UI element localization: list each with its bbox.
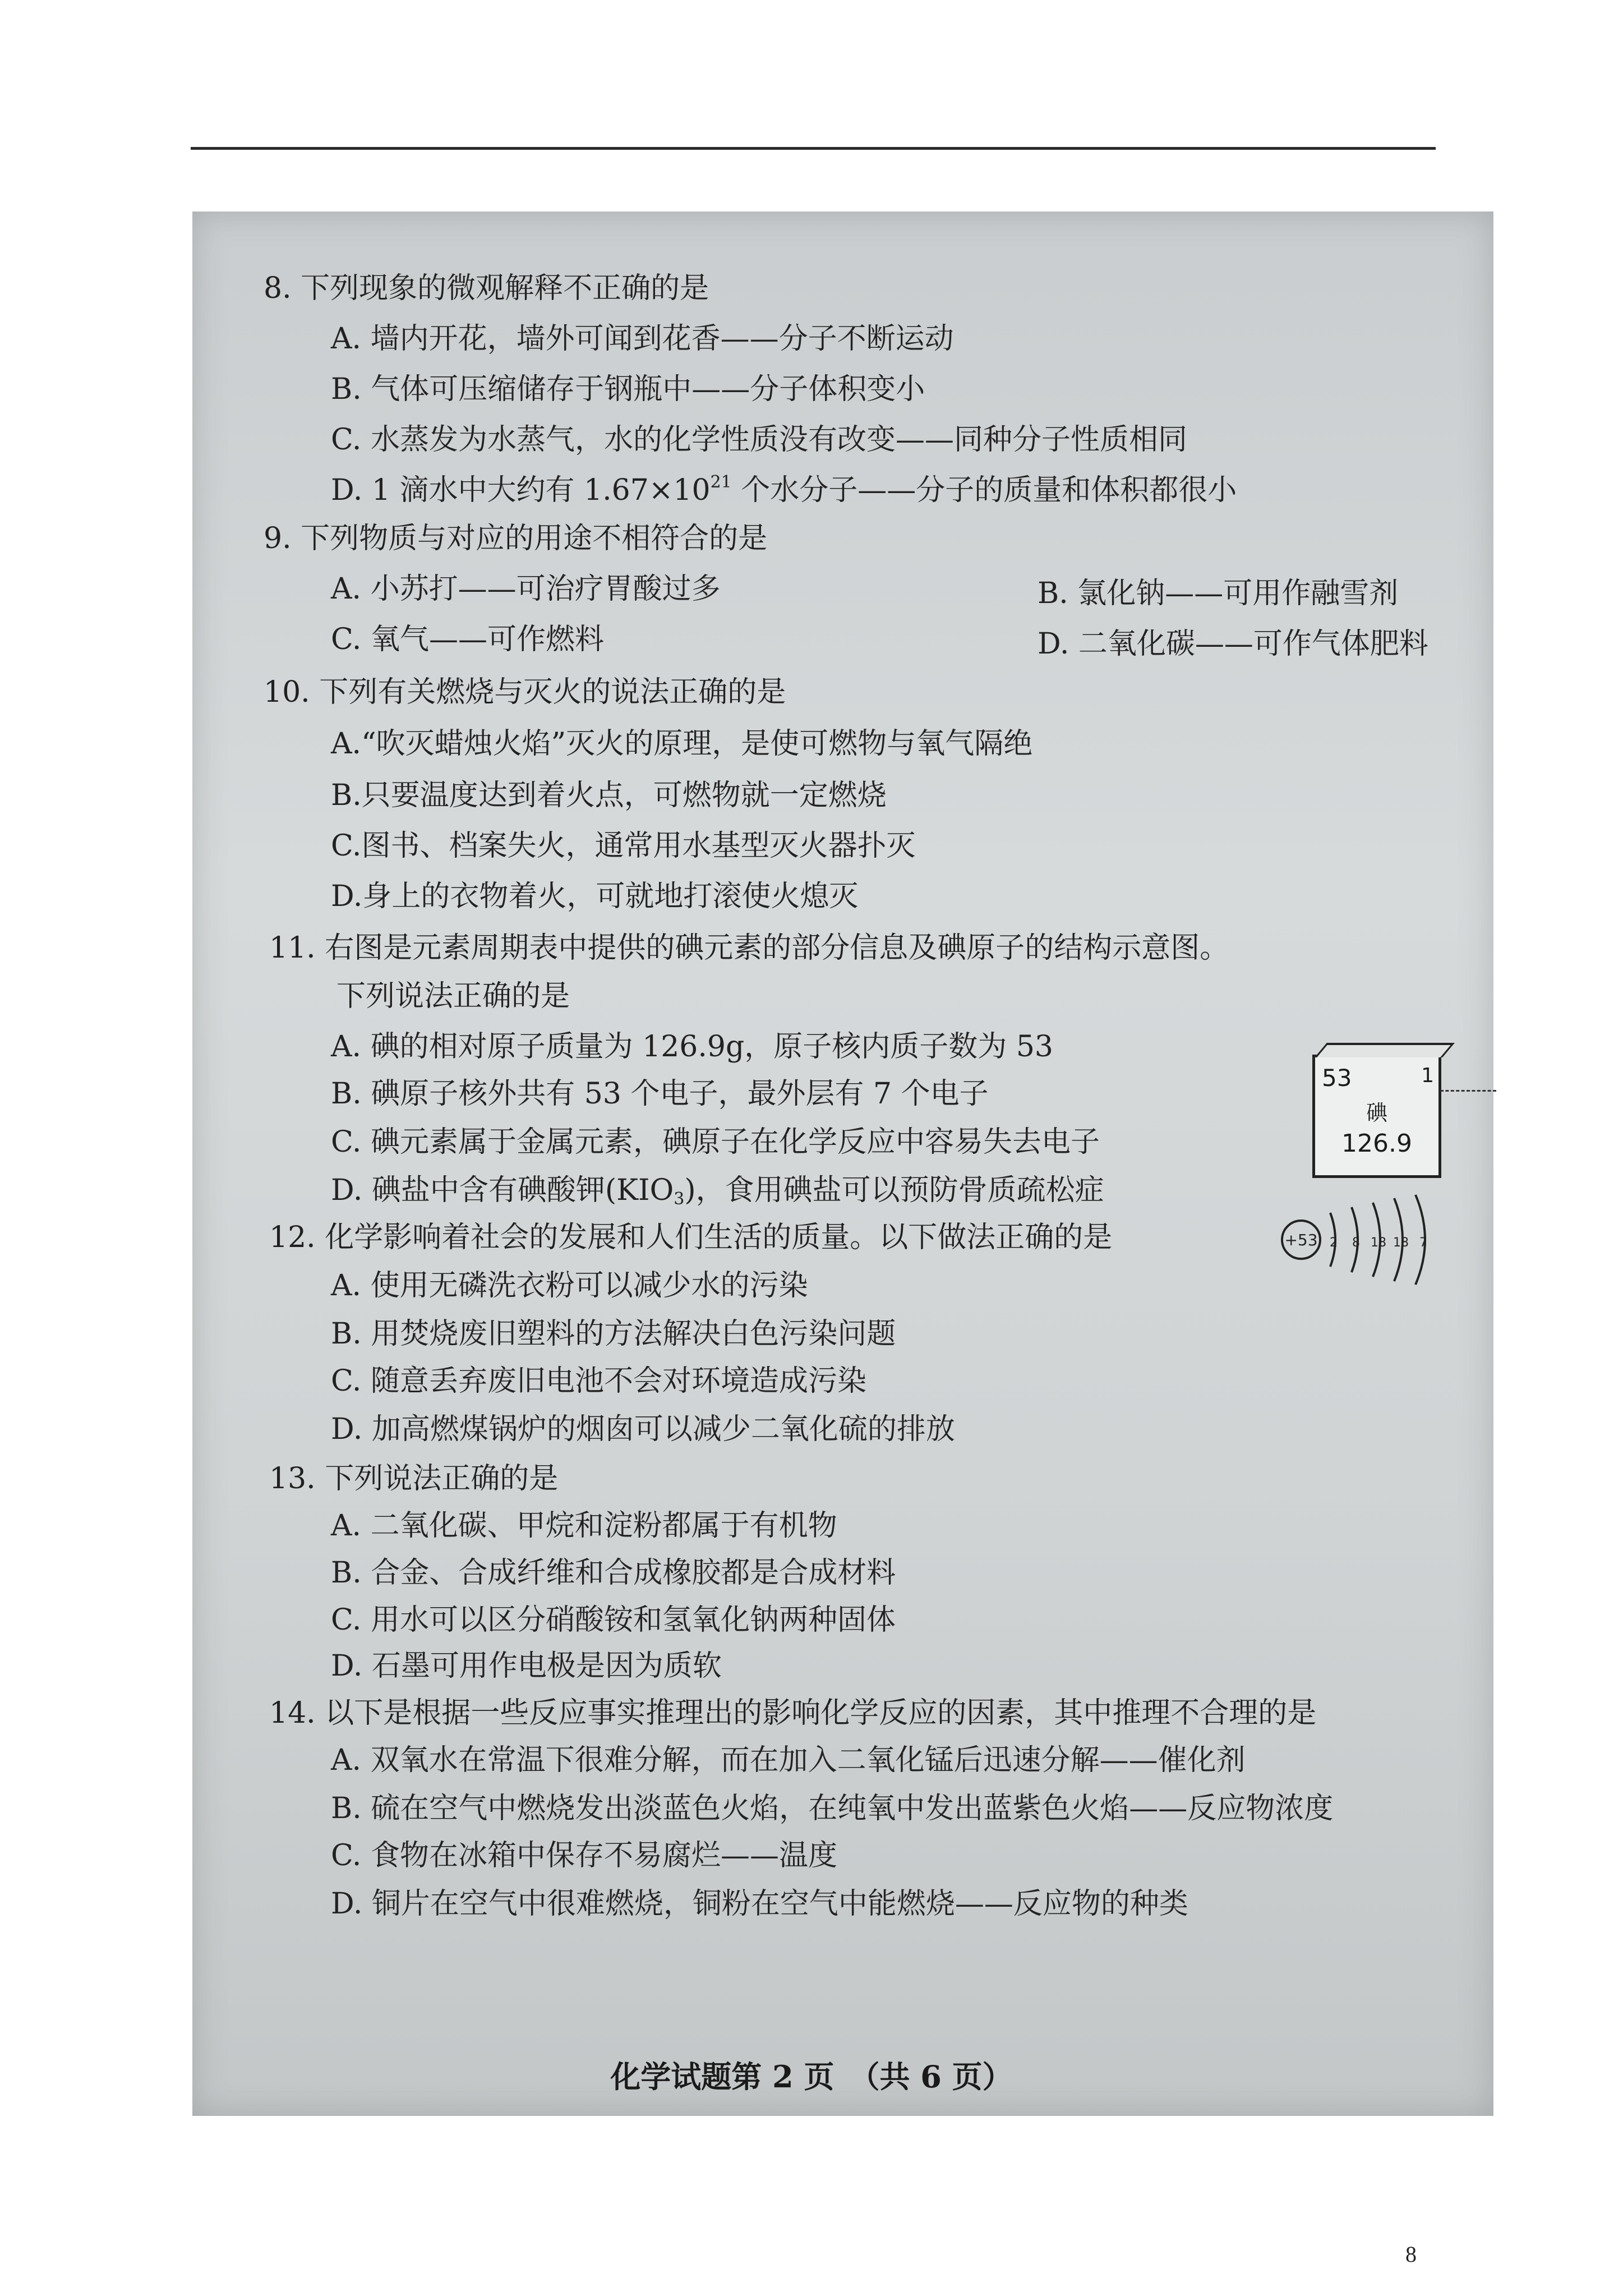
shell-electron-count: 2 bbox=[1330, 1236, 1338, 1250]
question-10-option-c: C.图书、档案失火，通常用水基型灭火器扑灭 bbox=[331, 829, 916, 863]
question-10-option-a: A.“吹灭蜡烛火焰”灭火的原理，是使可燃物与氧气隔绝 bbox=[331, 727, 1033, 761]
question-12-option-c: C. 随意丢弃废旧电池不会对环境造成污染 bbox=[331, 1364, 866, 1398]
question-8-option-d-pre: D. 1 滴水中大约有 1.67×10 bbox=[331, 473, 711, 507]
dashed-leader-line bbox=[1440, 1090, 1496, 1092]
element-corner-mark: 1 bbox=[1421, 1064, 1434, 1087]
question-13-stem: 13. 下列说法正确的是 bbox=[269, 1462, 559, 1496]
question-8-option-b: B. 气体可压缩储存于钢瓶中——分子体积变小 bbox=[331, 372, 925, 406]
shell-electron-count: 7 bbox=[1419, 1236, 1427, 1250]
shell-electron-count: 8 bbox=[1352, 1236, 1360, 1250]
question-13-option-d: D. 石墨可用作电极是因为质软 bbox=[331, 1649, 722, 1683]
question-8-option-d bbox=[331, 473, 1237, 507]
question-11-option-a: A. 碘的相对原子质量为 126.9g，原子核内质子数为 53 bbox=[331, 1030, 1053, 1064]
header-rule bbox=[191, 147, 1436, 150]
question-11-option-d bbox=[331, 1174, 1104, 1207]
question-11-option-d-subscript: 3 bbox=[674, 1189, 685, 1209]
question-10-stem: 10. 下列有关燃烧与灭火的说法正确的是 bbox=[264, 675, 786, 709]
question-10-option-d: D.身上的衣物着火，可就地打滚使火熄灭 bbox=[331, 880, 859, 913]
question-9-option-c: C. 氧气——可作燃料 bbox=[331, 623, 604, 656]
question-13-option-b: B. 合金、合成纤维和合成橡胶都是合成材料 bbox=[331, 1556, 896, 1590]
question-14-option-a: A. 双氧水在常温下很难分解，而在加入二氧化锰后迅速分解——催化剂 bbox=[331, 1743, 1246, 1777]
question-8-option-a: A. 墙内开花，墙外可闻到花香——分子不断运动 bbox=[331, 322, 954, 356]
question-8-stem: 8. 下列现象的微观解释不正确的是 bbox=[264, 272, 709, 305]
page-number: 8 bbox=[1405, 2242, 1417, 2267]
question-11-stem-continued: 下列说法正确的是 bbox=[336, 979, 570, 1013]
question-14-option-b: B. 硫在空气中燃烧发出淡蓝色火焰，在纯氧中发出蓝紫色火焰——反应物浓度 bbox=[331, 1792, 1334, 1825]
question-12-option-d: D. 加高燃煤锅炉的烟囱可以减少二氧化硫的排放 bbox=[331, 1412, 955, 1446]
question-12-option-a: A. 使用无磷洗衣粉可以减少水的污染 bbox=[331, 1269, 808, 1303]
question-14-stem: 14. 以下是根据一些反应事实推理出的影响化学反应的因素，其中推理不合理的是 bbox=[269, 1696, 1317, 1730]
question-13-option-a: A. 二氧化碳、甲烷和淀粉都属于有机物 bbox=[331, 1509, 837, 1543]
question-11-option-d-pre: D. 碘盐中含有碘酸钾(KIO bbox=[331, 1174, 674, 1207]
question-8-option-d-exponent: 21 bbox=[710, 472, 732, 492]
iodine-atom-structure-diagram bbox=[1279, 1189, 1447, 1301]
question-14-option-c: C. 食物在冰箱中保存不易腐烂——温度 bbox=[331, 1839, 837, 1872]
shell-electron-count: 18 bbox=[1393, 1236, 1409, 1250]
question-11-option-d-post: )，食用碘盐可以预防骨质疏松症 bbox=[684, 1174, 1104, 1207]
question-9-option-b: B. 氯化钠——可用作融雪剂 bbox=[1038, 577, 1399, 610]
question-9-option-d: D. 二氧化碳——可作气体肥料 bbox=[1038, 627, 1428, 661]
question-14-option-d: D. 铜片在空气中很难燃烧，铜粉在空气中能燃烧——反应物的种类 bbox=[331, 1887, 1188, 1921]
question-11-option-c: C. 碘元素属于金属元素，碘原子在化学反应中容易失去电子 bbox=[331, 1125, 1100, 1159]
question-8-option-d-post: 个水分子——分子的质量和体积都很小 bbox=[731, 473, 1237, 507]
question-9-stem: 9. 下列物质与对应的用途不相符合的是 bbox=[264, 522, 768, 555]
nucleus-charge: +53 bbox=[1284, 1231, 1318, 1249]
question-12-option-b: B. 用焚烧废旧塑料的方法解决白色污染问题 bbox=[331, 1317, 896, 1351]
question-9-option-a: A. 小苏打——可治疗胃酸过多 bbox=[331, 572, 721, 606]
element-atomic-number: 53 bbox=[1322, 1064, 1352, 1092]
question-13-option-c: C. 用水可以区分硝酸铵和氢氧化钠两种固体 bbox=[331, 1603, 896, 1637]
question-11-stem: 11. 右图是元素周期表中提供的碘元素的部分信息及碘原子的结构示意图。 bbox=[269, 931, 1229, 965]
iodine-element-card bbox=[1312, 1055, 1441, 1178]
element-name: 碘 bbox=[1366, 1101, 1387, 1125]
element-atomic-mass: 126.9 bbox=[1341, 1129, 1412, 1158]
question-12-stem: 12. 化学影响着社会的发展和人们生活的质量。以下做法正确的是 bbox=[269, 1221, 1113, 1254]
question-11-option-b: B. 碘原子核外共有 53 个电子，最外层有 7 个电子 bbox=[331, 1077, 989, 1111]
page-footer: 化学试题第 2 页 （共 6 页） bbox=[610, 2059, 1013, 2095]
question-8-option-c: C. 水蒸发为水蒸气，水的化学性质没有改变——同种分子性质相同 bbox=[331, 423, 1187, 457]
question-10-option-b: B.只要温度达到着火点，可燃物就一定燃烧 bbox=[331, 779, 887, 812]
shell-electron-count: 18 bbox=[1371, 1236, 1386, 1250]
